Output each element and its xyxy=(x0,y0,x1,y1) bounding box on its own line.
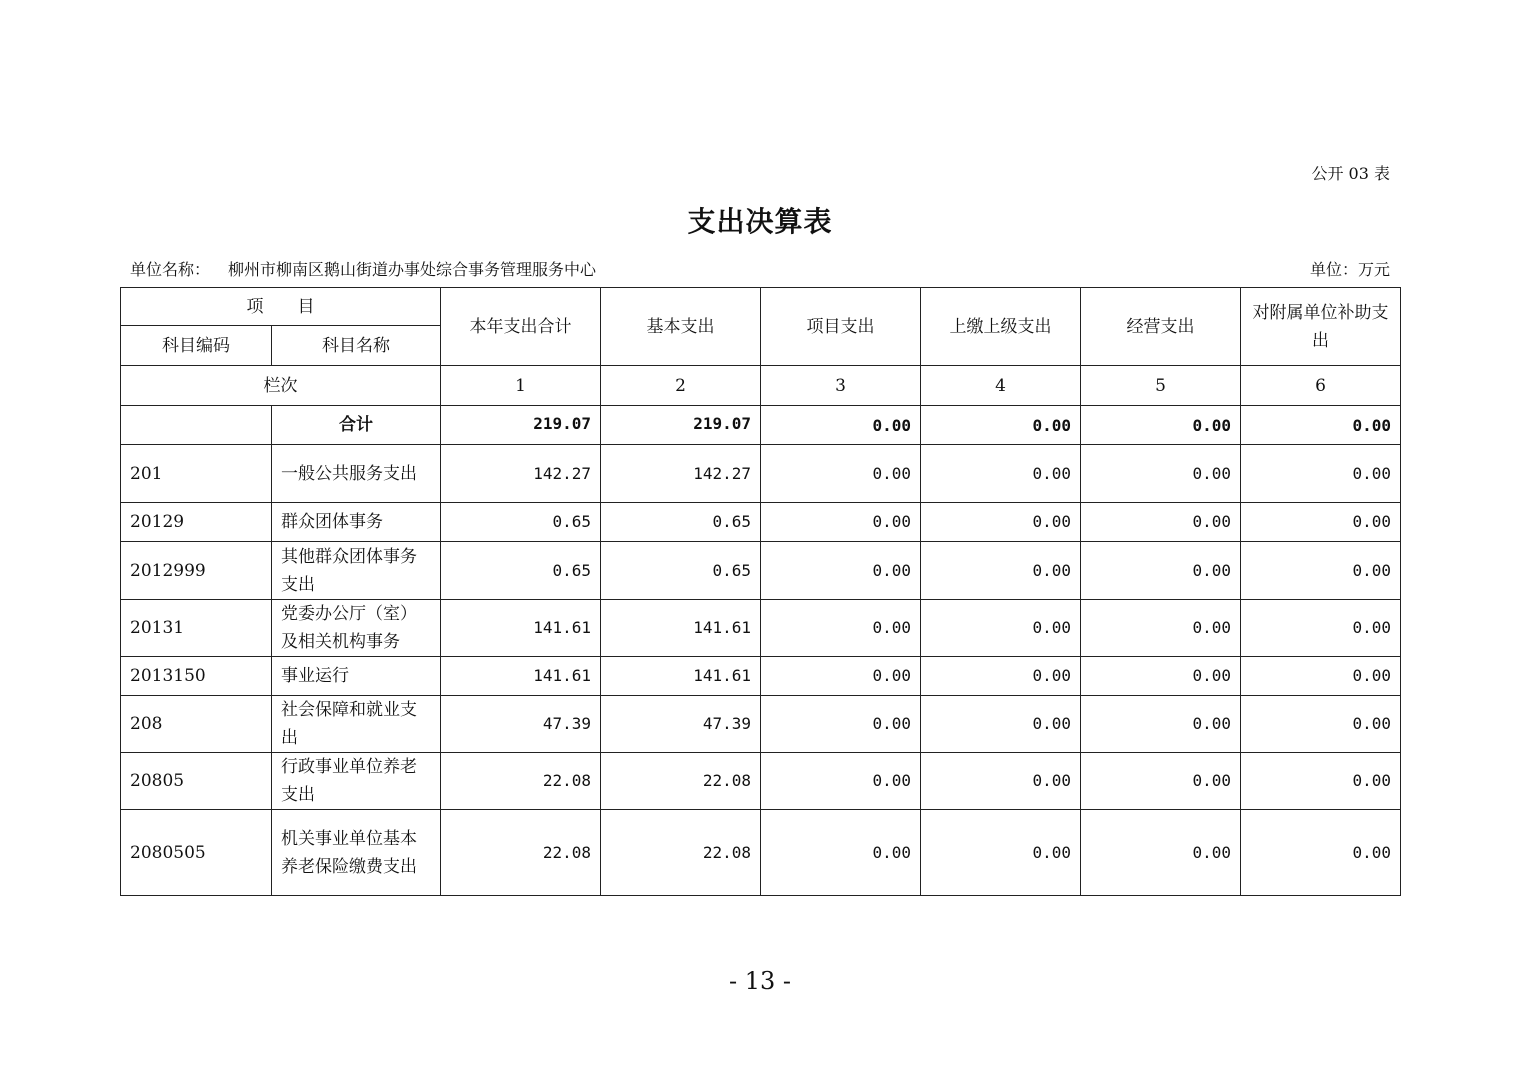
row-value: 141.61 xyxy=(441,600,601,657)
table-row xyxy=(121,445,1401,503)
row-value: 0.00 xyxy=(1081,542,1241,600)
row-value: 0.00 xyxy=(1241,600,1401,657)
row-value: 0.00 xyxy=(1241,753,1401,810)
row-name: 党委办公厅（室）及相关机构事务 xyxy=(272,600,441,657)
header-code: 科目编码 xyxy=(121,326,272,366)
row-value: 142.27 xyxy=(441,445,601,503)
row-value: 0.00 xyxy=(1241,696,1401,753)
header-project: 项 目 xyxy=(121,288,441,326)
table-row xyxy=(121,753,1401,810)
table-row xyxy=(121,696,1401,753)
total-value: 219.07 xyxy=(441,406,601,445)
row-value: 0.00 xyxy=(921,753,1081,810)
row-code: 2013150 xyxy=(121,657,272,696)
unit-name-line xyxy=(130,257,596,280)
row-value: 47.39 xyxy=(601,696,761,753)
table-row xyxy=(121,657,1401,696)
row-value: 0.00 xyxy=(921,696,1081,753)
row-code: 2012999 xyxy=(121,542,272,600)
table-row xyxy=(121,810,1401,896)
col-seq-label: 栏次 xyxy=(121,366,441,406)
row-name: 群众团体事务 xyxy=(272,503,441,542)
row-name: 社会保障和就业支出 xyxy=(272,696,441,753)
header-name: 科目名称 xyxy=(272,326,441,366)
row-value: 0.00 xyxy=(1241,503,1401,542)
row-value: 141.61 xyxy=(601,657,761,696)
row-value: 0.00 xyxy=(921,657,1081,696)
row-code: 201 xyxy=(121,445,272,503)
total-value: 0.00 xyxy=(761,406,921,445)
row-name: 机关事业单位基本养老保险缴费支出 xyxy=(272,810,441,896)
row-value: 0.00 xyxy=(1241,810,1401,896)
form-number: 公开 03 表 xyxy=(1311,164,1390,183)
row-name: 其他群众团体事务支出 xyxy=(272,542,441,600)
row-value: 0.00 xyxy=(761,696,921,753)
row-value: 0.00 xyxy=(1081,696,1241,753)
row-code: 20805 xyxy=(121,753,272,810)
row-name: 一般公共服务支出 xyxy=(272,445,441,503)
row-value: 0.00 xyxy=(1241,657,1401,696)
row-value: 0.00 xyxy=(761,810,921,896)
column-sequence-row xyxy=(121,366,1401,406)
col-seq: 5 xyxy=(1081,366,1241,406)
row-value: 0.00 xyxy=(1081,657,1241,696)
row-value: 0.00 xyxy=(1241,445,1401,503)
row-value: 0.00 xyxy=(761,503,921,542)
col-seq: 2 xyxy=(601,366,761,406)
currency-unit: 单位：万元 xyxy=(1309,260,1390,279)
row-value: 0.65 xyxy=(441,542,601,600)
row-code: 2080505 xyxy=(121,810,272,896)
row-code: 20131 xyxy=(121,600,272,657)
row-value: 0.00 xyxy=(761,753,921,810)
header-col-operating: 经营支出 xyxy=(1081,288,1241,366)
row-value: 0.00 xyxy=(921,810,1081,896)
row-value: 141.61 xyxy=(601,600,761,657)
header-col-subsidy: 对附属单位补助支出 xyxy=(1241,288,1401,366)
row-code: 208 xyxy=(121,696,272,753)
row-value: 0.00 xyxy=(1081,600,1241,657)
expenditure-table xyxy=(120,287,1401,896)
col-seq: 3 xyxy=(761,366,921,406)
row-value: 0.00 xyxy=(921,600,1081,657)
row-value: 0.00 xyxy=(761,657,921,696)
unit-name-value: 柳州市柳南区鹅山街道办事处综合事务管理服务中心 xyxy=(228,260,597,279)
row-value: 0.00 xyxy=(761,445,921,503)
row-code: 20129 xyxy=(121,503,272,542)
row-value: 0.00 xyxy=(1081,753,1241,810)
row-value: 22.08 xyxy=(601,810,761,896)
row-value: 0.00 xyxy=(921,503,1081,542)
header-col-basic: 基本支出 xyxy=(601,288,761,366)
row-value: 0.00 xyxy=(1081,503,1241,542)
total-value: 0.00 xyxy=(1081,406,1241,445)
row-value: 22.08 xyxy=(601,753,761,810)
row-value: 0.65 xyxy=(601,503,761,542)
header-col-total: 本年支出合计 xyxy=(441,288,601,366)
table-row xyxy=(121,542,1401,600)
row-value: 0.00 xyxy=(761,600,921,657)
table-row xyxy=(121,600,1401,657)
row-value: 22.08 xyxy=(441,753,601,810)
row-value: 0.00 xyxy=(921,445,1081,503)
total-row xyxy=(121,406,1401,445)
total-value: 219.07 xyxy=(601,406,761,445)
row-value: 0.65 xyxy=(601,542,761,600)
row-value: 0.00 xyxy=(1241,542,1401,600)
total-code xyxy=(121,406,272,445)
row-value: 0.00 xyxy=(1081,445,1241,503)
col-seq: 1 xyxy=(441,366,601,406)
col-seq: 6 xyxy=(1241,366,1401,406)
total-value: 0.00 xyxy=(1241,406,1401,445)
row-value: 142.27 xyxy=(601,445,761,503)
unit-name-label: 单位名称： xyxy=(130,260,211,279)
table-row xyxy=(121,503,1401,542)
row-value: 141.61 xyxy=(441,657,601,696)
header-col-remit: 上缴上级支出 xyxy=(921,288,1081,366)
header-col-project: 项目支出 xyxy=(761,288,921,366)
row-value: 0.00 xyxy=(921,542,1081,600)
total-value: 0.00 xyxy=(921,406,1081,445)
row-value: 0.00 xyxy=(1081,810,1241,896)
row-value: 22.08 xyxy=(441,810,601,896)
row-value: 47.39 xyxy=(441,696,601,753)
page-number: - 13 - xyxy=(728,967,791,995)
row-value: 0.00 xyxy=(761,542,921,600)
row-name: 事业运行 xyxy=(272,657,441,696)
col-seq: 4 xyxy=(921,366,1081,406)
total-label: 合计 xyxy=(272,406,441,445)
row-value: 0.65 xyxy=(441,503,601,542)
row-name: 行政事业单位养老支出 xyxy=(272,753,441,810)
page-title: 支出决算表 xyxy=(687,205,833,238)
